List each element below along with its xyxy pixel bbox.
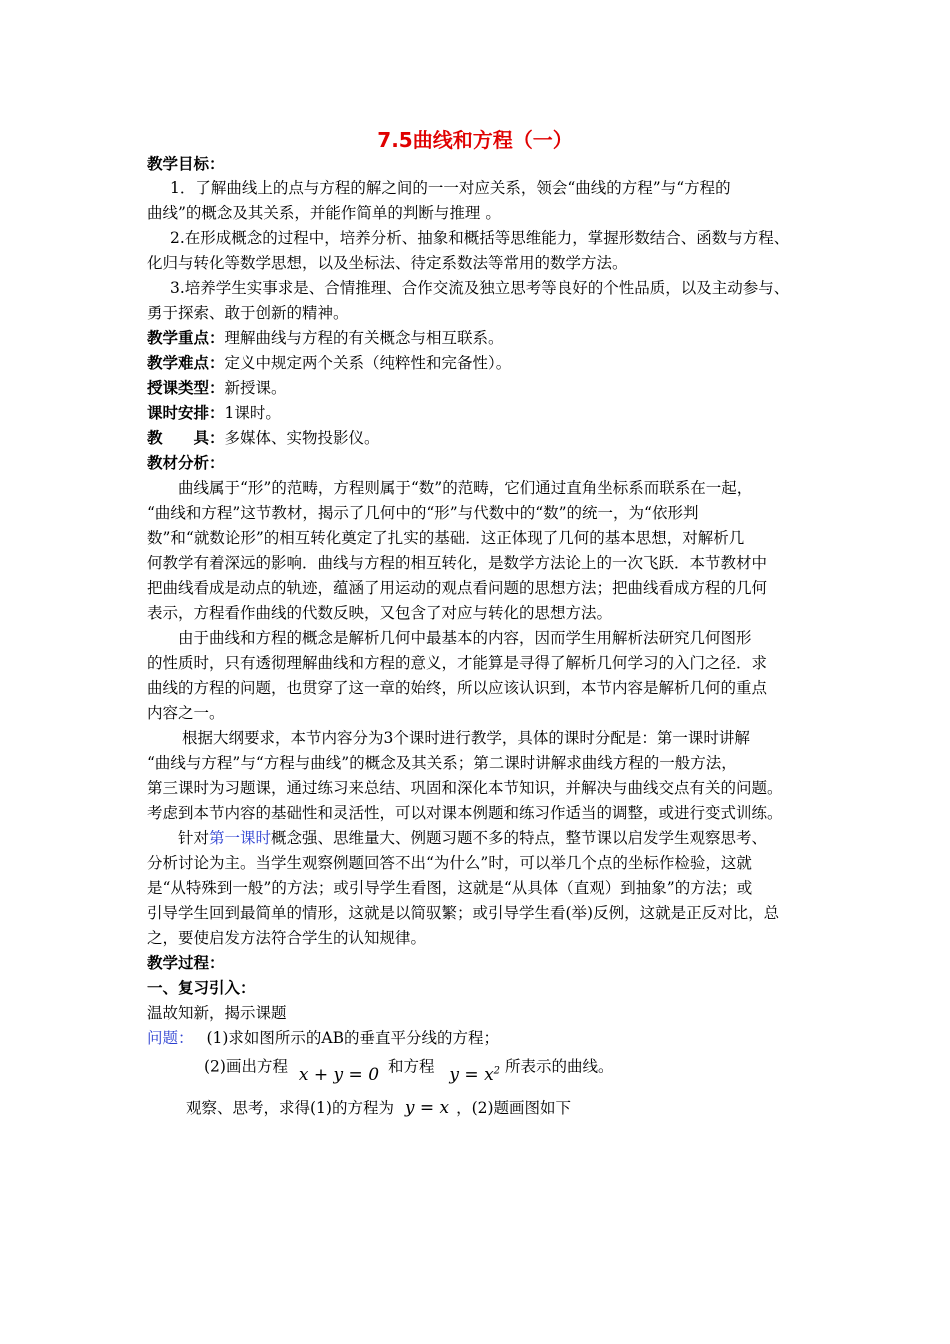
analysis-line: 曲线属于“形”的范畴，方程则属于“数”的范畴，它们通过直角坐标系而联系在一起， [178, 479, 753, 497]
question-2-row [204, 1053, 614, 1085]
analysis-line: 内容之一。 [147, 704, 225, 722]
observation-prefix: 观察、思考，求得(1)的方程为 [186, 1099, 394, 1117]
paragraph-4-line-5: 之，要使启发方法符合学生的认知规律。 [147, 929, 427, 947]
equation-y-x-squared [449, 1065, 500, 1085]
observation-row [186, 1098, 571, 1118]
analysis-line: 数”和“就数论形”的相互转化奠定了扎实的基础．这正体现了几何的基本思想，对解析几 [147, 529, 745, 547]
analysis-line: 何教学有着深远的影响．曲线与方程的相互转化，是数学方法论上的一次飞跃．本节教材中 [147, 554, 768, 572]
analysis-line: 表示，方程看作曲线的代数反映，又包含了对应与转化的思想方法。 [147, 604, 613, 622]
equation-x-plus-y: x + y = 0 [298, 1064, 380, 1085]
analysis-line: “曲线与方程”与“方程与曲线”的概念及其关系；第二课时讲解求曲线方程的一般方法， [147, 754, 737, 772]
question-2-suffix: 所表示的曲线。 [504, 1057, 614, 1076]
analysis-line: “曲线和方程”这节教材，揭示了几何中的“形”与代数中的“数”的统一，为“依形判 [147, 504, 699, 522]
analysis-line: 把曲线看成是动点的轨迹，蕴涵了用运动的观点看问题的思想方法；把曲线看成方程的几何 [147, 579, 768, 597]
goal-3-line-2: 勇于探索、敢于创新的精神。 [147, 304, 349, 322]
class-hours-row [147, 403, 281, 423]
analysis-line: 的性质时，只有透彻理解曲线和方程的意义，才能算是寻得了解析几何学习的入门之径．求 [147, 654, 768, 672]
key-point-label: 教学重点： [147, 329, 225, 347]
document-title: 7.5曲线和方程（一） [377, 128, 573, 152]
goal-2-line-1: 2.在形成概念的过程中，培养分析、抽象和概括等思维能力，掌握形数结合、函数与方程、 [170, 229, 790, 247]
difficulty-text: 定义中规定两个关系（纯粹性和完备性）。 [224, 354, 512, 372]
equation-y-x-base: y = x [449, 1064, 494, 1085]
teaching-tools-row [147, 428, 380, 448]
goal-3-line-1: 3.培养学生实事求是、合情推理、合作交流及独立思考等良好的个性品质，以及主动参与、 [170, 279, 790, 297]
key-point-text: 理解曲线与方程的有关概念与相互联系。 [224, 329, 504, 347]
analysis-line: 曲线的方程的问题，也贯穿了这一章的始终，所以应该认识到，本节内容是解析几何的重点 [147, 679, 768, 697]
difficulty-label: 教学难点： [147, 354, 225, 372]
paragraph-4-line-1 [178, 828, 767, 848]
paragraph-4-line-2: 分析讨论为主。当学生观察例题回答不出“为什么”时，可以举几个点的坐标作检验，这就 [147, 854, 752, 872]
class-hours-label: 课时安排： [147, 404, 225, 422]
goal-1-line-1: 1．了解曲线上的点与方程的解之间的一一对应关系，领会“曲线的方程”与“方程的 [170, 179, 731, 197]
question-1-text: (1)求如图所示的AB的垂直平分线的方程； [206, 1029, 499, 1047]
intro-text: 温故知新，揭示课题 [147, 1004, 287, 1022]
question-label: 问题： [147, 1029, 194, 1047]
goals-heading: 教学目标： [147, 155, 225, 173]
teaching-tools-text: 多媒体、实物投影仪。 [224, 429, 380, 447]
analysis-line: 第三课时为习题课，通过练习来总结、巩固和深化本节知识，并解决与曲线交点有关的问题。 [147, 779, 783, 797]
paragraph-4-line-4: 引导学生回到最简单的情形，这就是以简驭繁；或引导学生看(举)反例，这就是正反对比，总 [147, 904, 780, 922]
equation-exponent: 2 [493, 1065, 501, 1076]
observation-suffix: ，(2)题画图如下 [456, 1099, 572, 1117]
analysis-line: 根据大纲要求，本节内容分为3个课时进行教学，具体的课时分配是：第一课时讲解 [182, 729, 750, 747]
goal-1-line-2: 曲线”的概念及其关系，并能作简单的判断与推理 。 [147, 204, 501, 222]
lesson-type-label: 授课类型： [147, 379, 225, 397]
section-1-heading: 一、复习引入： [147, 979, 256, 997]
first-lesson-link[interactable]: 第一课时 [209, 829, 272, 847]
difficulty-row [147, 353, 511, 373]
lesson-type-row [147, 378, 287, 398]
question-2-prefix: (2)画出方程 [204, 1057, 288, 1076]
teaching-tools-label: 教 具： [147, 429, 225, 447]
process-heading: 教学过程： [147, 954, 225, 972]
paragraph-4-prefix: 针对 [178, 829, 210, 847]
analysis-line: 由于曲线和方程的概念是解析几何中最基本的内容，因而学生用解析法研究几何图形 [178, 629, 752, 647]
key-point-row [147, 328, 504, 348]
paragraph-4-suffix: 概念强、思维量大、例题习题不多的特点，整节课以启发学生观察思考、 [271, 829, 768, 847]
question-2-middle: 和方程 [387, 1057, 435, 1076]
analysis-line: 考虑到本节内容的基础性和灵活性，可以对课本例题和练习作适当的调整，或进行变式训练。 [147, 804, 783, 822]
class-hours-text: 1课时。 [224, 404, 281, 422]
lesson-type-text: 新授课。 [224, 379, 287, 397]
paragraph-4-line-3: 是“从特殊到一般”的方法；或引导学生看图，这就是“从具体（直观）到抽象”的方法；或 [147, 879, 753, 897]
goal-2-line-2: 化归与转化等数学思想，以及坐标法、待定系数法等常用的数学方法。 [147, 254, 628, 272]
question-1-row [147, 1028, 499, 1048]
analysis-heading: 教材分析： [147, 454, 225, 472]
equation-y-equals-x: y = x [404, 1098, 450, 1118]
